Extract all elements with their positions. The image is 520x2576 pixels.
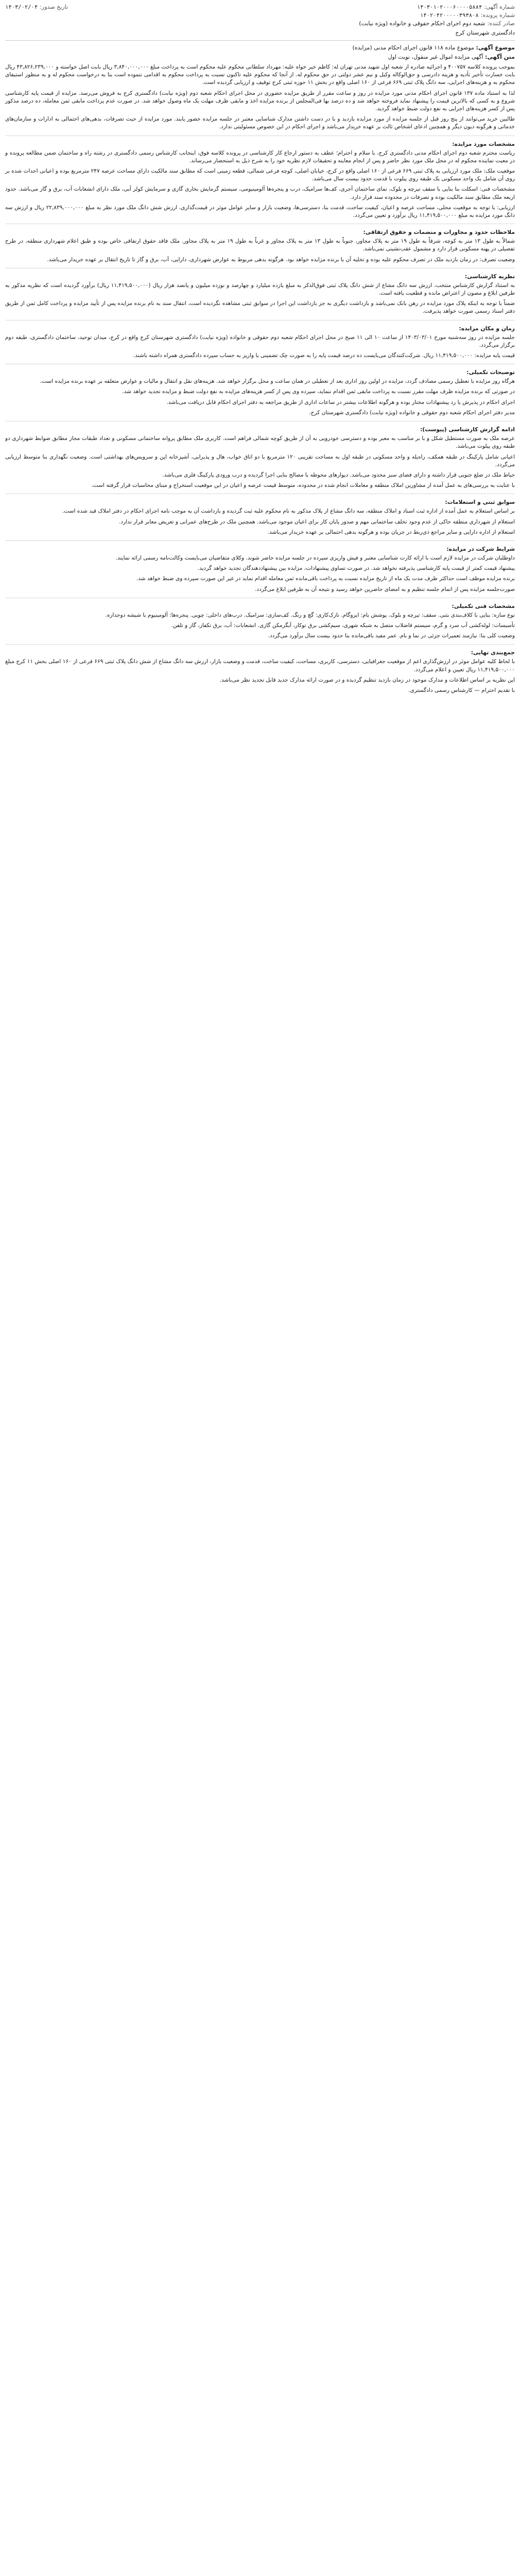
subject-label: موضوع آگهی: xyxy=(476,44,515,51)
ad-title-label: متن آگهی: xyxy=(485,54,515,60)
ad-title-text: آگهی مزایده اموال غیر منقول، نوبت اول xyxy=(388,54,483,60)
subject-text: موضوع ماده ۱۱۸ قانون اجرای احکام مدنی (مزایده) xyxy=(352,44,474,51)
section-divider xyxy=(5,135,515,136)
section-paragraph: با تقدیم احترام — کارشناس رسمی دادگستری. xyxy=(408,687,515,693)
section-heading: ملاحظات حدود و مجاورات و منضمات و حقوق ارتفاقی: xyxy=(363,229,515,236)
section-paragraph: شمالاً به طول ۱۳ متر به کوچه، شرقاً به طول ۱۹ متر به پلاک مجاور، جنوباً به طول ۱۳ متر به پلاک مجاور و غرباً به طول ۱۹ متر به پلاک مجاور. ملک فاقد حقوق ارتفاقی خاص بوده و طبق اعلام شهرداری منطقه، در طرح تفصیلی در پهنه مسکونی قرار دارد و مشمول عقب‌نشینی نمی‌باشد. xyxy=(5,238,515,252)
header xyxy=(5,3,515,28)
section-paragraph: جلسه مزایده در روز سه‌شنبه مورخ ۱۴۰۳/۰۳/۰۱ از ساعت ۱۰ الی ۱۱ صبح در محل اجرای احکام شعبه دوم حقوقی و خانواده (ویژه نیابت) دادگستری شهرستان کرج واقع در کرج، میدان توحید، ساختمان دادگستری، طبقه دوم برگزار می‌گردد. xyxy=(5,334,515,348)
section-paragraph: تأسیسات: لوله‌کشی آب سرد و گرم، سیستم فاضلاب متصل به شبکه شهری، سیم‌کشی برق توکار، آبگرمکن گازی. انشعابات: آب، برق تکفاز، گاز و تلفن. xyxy=(171,622,515,629)
section-paragraph: وضعیت کلی بنا: نیازمند تعمیرات جزئی در نما و بام. عمر مفید باقی‌مانده بنا حدود بیست سال برآورد می‌گردد. xyxy=(268,633,515,639)
issuer-label: صادر کننده: xyxy=(487,20,515,27)
section-paragraph: این نظریه بر اساس اطلاعات و مدارک موجود در زمان بازدید تنظیم گردیده و در صورت ارائه مدارک جدید قابل تجدید نظر می‌باشد. xyxy=(219,676,515,683)
section-paragraph: استعلام از اداره دارایی و سایر مراجع ذی‌ربط در جریان بوده و هرگونه بدهی احتمالی بر عهده خریدار می‌باشد. xyxy=(267,529,515,535)
header-left xyxy=(5,3,68,11)
section-paragraph: نوع سازه: بنایی با کلاف‌بندی بتنی. سقف: تیرچه و بلوک. پوشش بام: ایزوگام. نازک‌کاری: گچ و رنگ. کف‌سازی: سرامیک. درب‌های داخلی: چوبی. پنجره‌ها: آلومینیوم با شیشه دوجداره. xyxy=(105,612,515,618)
section-paragraph: استعلام از شهرداری منطقه حاکی از عدم وجود تخلف ساختمانی مهم و صدور پایان کار برای اعیان موجود می‌باشد. همچنین ملک در طرح‌های عمرانی و تعریض معابر قرار ندارد. xyxy=(119,518,515,525)
section-paragraph: قیمت پایه مزایده: ۱۱,۴۱۹,۵۰۰,۰۰۰ ریال. شرکت‌کنندگان می‌بایست ده درصد قیمت پایه را به صورت چک تضمینی یا واریز به حساب سپرده دادگستری همراه داشته باشند. xyxy=(133,352,515,359)
section-heading: مشخصات فنی تکمیلی: xyxy=(452,602,515,609)
section-heading: شرایط شرکت در مزایده: xyxy=(446,545,515,552)
ad-number-label: شماره آگهی: xyxy=(484,4,515,10)
section-paragraph: بر اساس استعلام به عمل آمده از اداره ثبت اسناد و املاک منطقه، سه دانگ مشاع از پلاک مذکور به نام محکوم علیه ثبت گردیده و بازداشت آن به موجب نامه اجرای احکام در دفتر املاک قید شده است. xyxy=(62,508,515,515)
intro-paragraph: بموجب پرونده کلاسه ۴۰۰۷۵۷ و اجرائیه صادره از شعبه اول شهید مدنی تهران له: کاظم خیر خواه علیه: مهرداد سلطانی محکوم علیه محکوم است به پرداخت مبلغ ۳,۸۴۰,۰۰۰,۰۰۰ ریال بابت اصل خواسته و ۴۳,۸۲۶,۲۳۹,۰۰۰ ریال بابت خسارت تأخیر تأدیه و هزینه دادرسی و حق‌الوکاله وکیل و نیم عشر دولتی در حق محکوم له. از آنجا که محکوم علیه تاکنون نسبت به پرداخت محکوم به اقدامی ننموده است بنا به درخواست محکوم له و به منظور استیفای محکوم به و هزینه‌های اجرایی، سه دانگ پلاک ثبتی ۶۶۹ فرعی از ۱۶۰ اصلی واقع در بخش ۱۱ حوزه ثبتی کرج توقیف و ارزیابی گردیده است. xyxy=(5,64,515,86)
section-paragraph: داوطلبان شرکت در مزایده لازم است با ارائه کارت شناسایی معتبر و فیش واریزی سپرده در جلسه مزایده حاضر شوند. وکلای متقاضیان می‌بایست وکالت‌نامه رسمی ارائه نمایند. xyxy=(115,554,515,561)
issue-date-value: ۱۴۰۳/۰۲/۰۴ xyxy=(5,4,38,10)
section-heading: سوابق ثبتی و استعلامات: xyxy=(445,499,515,506)
section-paragraph: وضعیت تصرف: در زمان بازدید ملک در تصرف محکوم علیه بوده و تخلیه آن با برنده مزایده خواهد بود. هرگونه بدهی مربوط به عوارض شهرداری، دارایی، آب، برق و گاز تا تاریخ انتقال بر عهده خریدار می‌باشد. xyxy=(47,256,515,263)
header-right xyxy=(359,3,515,28)
ad-number-value: ۱۴۰۳۰۱۰۲۰۰۰۶۰۰۰۰۵۸۸۴ xyxy=(417,4,482,10)
intro-body xyxy=(5,63,515,131)
section-paragraph: عرصه ملک به صورت مستطیل شکل و با بر مناسب به معبر بوده و دسترسی خودرویی به آن از طریق کوچه شمالی فراهم است. کاربری ملک مطابق پروانه ساختمانی مسکونی و تعداد طبقات مجاز مطابق ضوابط شهرداری دو طبقه روی پیلوت می‌باشد. xyxy=(5,435,515,450)
section-paragraph: موقعیت ملک: ملک مورد ارزیابی به پلاک ثبتی ۶۶۹ فرعی از ۱۶۰ اصلی واقع در کرج، خیابان اصلی، کوچه فرعی شمالی، قطعه زمینی است که مطابق سند مالکیت دارای مساحت عرصه ۲۴۷ مترمربع بوده و اعیانی احداث شده بر روی آن شامل یک واحد مسکونی یک طبقه روی پیلوت با قدمت حدود بیست سال می‌باشد. xyxy=(5,168,515,182)
ad-title xyxy=(5,53,515,61)
section-paragraph: برنده مزایده موظف است حداکثر ظرف مدت یک ماه از تاریخ مزایده نسبت به پرداخت باقی‌مانده ثمن معامله اقدام نماید در غیر این صورت سپرده وی ضبط خواهد شد. xyxy=(136,575,515,582)
issue-date-label: تاریخ صدور: xyxy=(40,4,68,10)
file-number-value: ۱۴۰۲۰۴۲۰۰۰۰۰۳۹۳۸۰۸ xyxy=(420,12,479,19)
section-paragraph: اعیانی شامل پارکینگ در طبقه همکف، راه‌پله و واحد مسکونی در طبقه اول به مساحت تقریبی ۱۲۰ مترمربع با دو اتاق خواب، هال و پذیرایی، آشپزخانه اپن و سرویس‌های بهداشتی است. وضعیت نگهداری بنا متوسط ارزیابی می‌گردد. xyxy=(5,453,515,468)
intro-paragraph: طالبین خرید می‌توانند از پنج روز قبل از جلسه مزایده از مورد مزایده بازدید و با در دست داشتن مدارک شناسایی معتبر در جلسه مزایده حضور یابند. مورد مزایده از حیث تصرفات، بدهی‌های احتمالی به ادارات و سازمان‌های خدماتی و هرگونه دیون دیگر و همچنین ادعای اشخاص ثالث بر عهده خریدار می‌باشد و اجرای احکام در این خصوص مسئولیتی ندارد. xyxy=(5,116,515,130)
section-divider xyxy=(5,644,515,645)
section-paragraph: پیشنهاد قیمت کمتر از قیمت پایه کارشناسی پذیرفته نخواهد شد. در صورت تساوی پیشنهادات، مزایده بین پیشنهاددهندگان تجدید خواهد گردید. xyxy=(197,565,515,572)
section-paragraph: ضمناً با توجه به اینکه پلاک مورد مزایده در رهن بانک نمی‌باشد و بازداشت دیگری به جز بازداشت این اجرا در سوابق ثبتی مشاهده نگردیده است، انتقال سند به نام برنده مزایده پس از تأیید مزایده و پرداخت کامل ثمن از طریق دفتر اسناد رسمی صورت خواهد پذیرفت. xyxy=(5,300,515,315)
section-heading: نظریه کارشناسی: xyxy=(464,273,515,280)
section-paragraph: مشخصات فنی: اسکلت بنا بنایی با سقف تیرچه و بلوک، نمای ساختمان آجری، کف‌ها سرامیک، درب و پنجره‌ها آلومینیومی، سیستم گرمایش بخاری گازی و سرمایش کولر آبی، ملک دارای انشعابات آب، برق و گاز می‌باشد. حدود اربعه ملک مطابق سند مالکیت بوده و تصرفات در محدوده سند قرار دارد. xyxy=(5,186,515,200)
subject xyxy=(5,44,515,52)
issuer-value: شعبه دوم اجرای احکام حقوقی و خانواده (ویژه نیابت) xyxy=(359,20,486,27)
section-heading: مشخصات مورد مزایده: xyxy=(452,140,515,147)
header-divider xyxy=(5,40,515,41)
section-paragraph: هرگاه روز مزایده با تعطیل رسمی مصادف گردد، مزایده در اولین روز اداری بعد از تعطیلی در همان ساعت و محل برگزار خواهد شد. هزینه‌های نقل و انتقال و مالیات و عوارض متعلقه بر عهده برنده مزایده است. xyxy=(40,378,515,385)
section-paragraph: در صورتی که برنده مزایده ظرف مهلت مقرر نسبت به پرداخت مابقی ثمن اقدام ننماید، سپرده وی پس از کسر هزینه‌های مزایده به نفع دولت ضبط و مزایده تجدید خواهد شد. xyxy=(122,388,515,395)
section-paragraph: صورت‌جلسه مزایده پس از اتمام جلسه تنظیم و به امضای حاضرین خواهد رسید و نتیجه آن به طرفین ابلاغ می‌گردد. xyxy=(254,586,515,592)
file-number-label: شماره پرونده: xyxy=(480,12,515,19)
section-heading: جمع‌بندی نهایی: xyxy=(471,649,515,656)
section-heading: ادامه گزارش کارشناسی (پیوست): xyxy=(420,426,515,433)
section-paragraph: اجرای احکام در پذیرش یا رد پیشنهادات مختار بوده و هرگونه اطلاعات بیشتر در ساعات اداری از طریق مراجعه به دفتر اجرای احکام قابل دریافت می‌باشد. xyxy=(166,399,515,405)
intro-paragraph: لذا به استناد ماده ۱۳۷ قانون اجرای احکام مدنی مورد مزایده در روز و ساعت مقرر از طریق مزایده حضوری در محل اجرای احکام شعبه دوم (ویژه نیابت) دادگستری کرج به فروش می‌رسد. مزایده از قیمت پایه کارشناسی شروع و به کسی که بالاترین قیمت را پیشنهاد نماید فروخته خواهد شد و ده درصد بها فی‌المجلس از برنده مزایده اخذ و مابقی ظرف مهلت یک ماه وصول خواهد شد. در صورت عدم پرداخت مابقی ثمن معامله، ده درصد مذکور پس از کسر هزینه‌های اجرایی به نفع دولت ضبط خواهد گردید. xyxy=(5,90,515,112)
section-paragraph: با عنایت به بررسی‌های به عمل آمده از مشاورین املاک منطقه و معاملات انجام شده در محدوده، متوسط قیمت عرصه و اعیان در این موقعیت استخراج و مبنای محاسبات قرار گرفته است. xyxy=(91,482,515,489)
court-name: دادگستری شهرستان کرج xyxy=(455,29,515,36)
section-paragraph: به استناد گزارش کارشناس منتخب، ارزش سه دانگ مشاع از شش دانگ پلاک ثبتی فوق‌الذکر به مبلغ یازده میلیارد و چهارصد و نوزده میلیون و پانصد هزار ریال (۱۱,۴۱۹,۵۰۰,۰۰۰ ریال) برآورد گردیده است که نظریه مذکور به طرفین ابلاغ و مصون از اعتراض مانده و قطعیت یافته است. xyxy=(5,282,515,297)
section-paragraph: حیاط ملک در ضلع جنوبی قرار داشته و دارای فضای سبز محدود می‌باشد. دیوارهای محوطه با مصالح بنایی اجرا گردیده و درب ورودی پارکینگ فلزی می‌باشد. xyxy=(162,471,515,478)
section-paragraph: مدیر دفتر اجرای احکام شعبه دوم حقوقی و خانواده (ویژه نیابت) دادگستری شهرستان کرج. xyxy=(309,409,515,416)
section-heading: توضیحات تکمیلی: xyxy=(466,369,515,376)
section-divider xyxy=(5,540,515,541)
section-paragraph: ریاست محترم شعبه دوم اجرای احکام مدنی دادگستری کرج، با سلام و احترام؛ عطف به دستور ارجاع کار کارشناسی در پرونده کلاسه فوق، اینجانب کارشناس رسمی دادگستری در رشته راه و ساختمان ضمن مطالعه پرونده و در معیت نماینده محکوم له در محل ملک مورد نظر حاضر و پس از انجام معاینه و تحقیقات لازم نظریه خود را به شرح ذیل به استحضار می‌رساند. xyxy=(5,149,515,164)
section-paragraph: ارزیابی: با توجه به موقعیت محلی، مساحت عرصه و اعیان، کیفیت ساخت، قدمت بنا، دسترسی‌ها، وضعیت بازار و سایر عوامل موثر در قیمت‌گذاری، ارزش شش دانگ ملک مورد نظر به مبلغ ۲۲,۸۳۹,۰۰۰,۰۰۰ ریال و ارزش سه دانگ مورد مزایده به مبلغ ۱۱,۴۱۹,۵۰۰,۰۰۰ ریال برآورد و تعیین می‌گردد. xyxy=(5,204,515,219)
section-heading: زمان و مکان مزایده: xyxy=(459,325,515,332)
sections-body xyxy=(5,135,515,695)
section-paragraph: با لحاظ کلیه عوامل موثر در ارزش‌گذاری اعم از موقعیت جغرافیایی، دسترسی، کاربری، مساحت، کیفیت ساخت، قدمت و وضعیت بازار، ارزش سه دانگ مشاع از شش دانگ پلاک ثبتی ۶۶۹ فرعی از ۱۶۰ اصلی بخش ۱۱ کرج مبلغ ۱۱,۴۱۹,۵۰۰,۰۰۰ ریال تعیین و اعلام می‌گردد. xyxy=(5,658,515,673)
